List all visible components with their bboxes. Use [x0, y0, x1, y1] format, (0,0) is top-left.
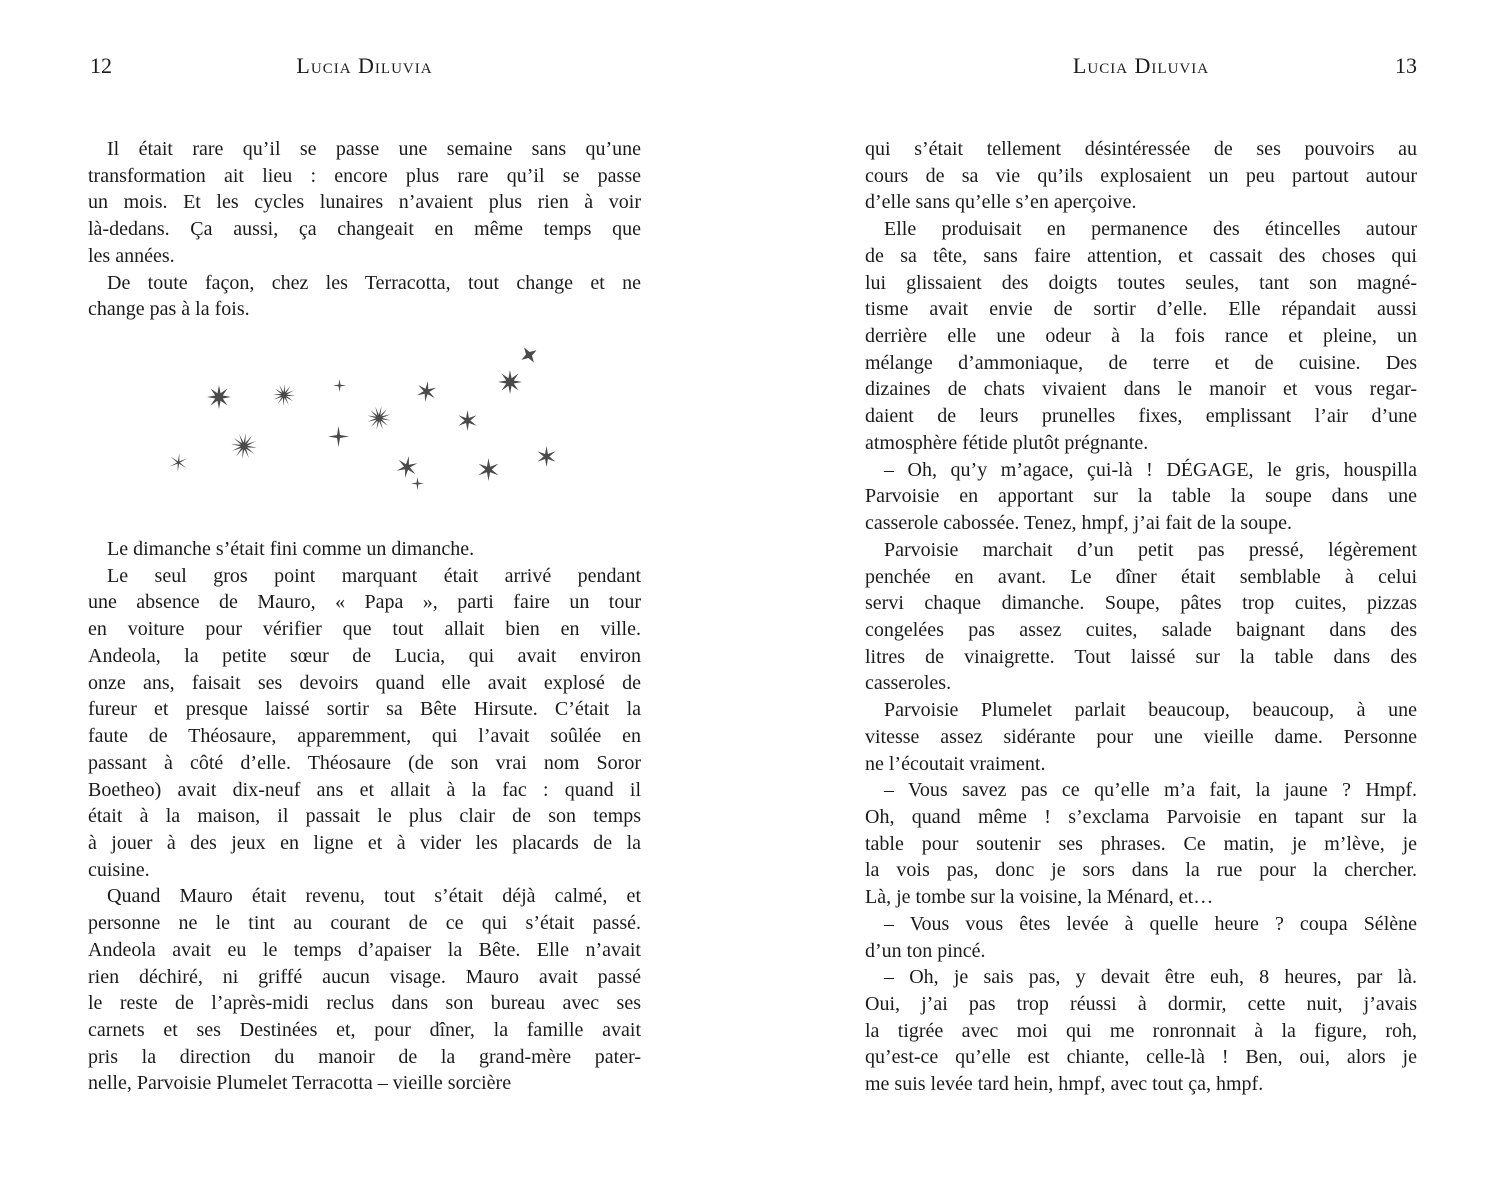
text-line: Il était rare qu’il se passe une semaine sans qu’une [107, 138, 641, 160]
cross4-star-icon [520, 346, 538, 364]
paragraph [88, 536, 641, 563]
running-header: Lucia Diluvia [1072, 53, 1210, 78]
running-header: Lucia Diluvia [296, 53, 433, 78]
text-line: – Oh, je sais pas, y devait être euh, 8 heures, par là. [884, 966, 1417, 989]
sparkle4-star-icon [333, 379, 346, 392]
text-line: Parvoisie en apportant sur la table la soupe dans une [865, 485, 1417, 508]
text-line: vitesse assez sidérante pour une vieille dame. Personne [865, 725, 1417, 748]
page-right-header [865, 53, 1417, 81]
text-line: Elle produisait en permanence des étincelles autour [884, 218, 1417, 241]
text-line: d’elle sans qu’elle s’en aperçoive. [865, 191, 1137, 214]
text-line: derrière elle une odeur à la fois rance et pleine, un [865, 325, 1417, 348]
paragraph [865, 216, 1417, 456]
text-line: tisme avait envie de sortir d’elle. Elle répandait aussi [865, 298, 1417, 321]
paragraph [865, 777, 1417, 911]
text-line: qui s’était tellement désintéressée de ses pouvoirs au [865, 138, 1417, 160]
sparkle4-star-icon [328, 426, 349, 447]
star8-star-icon [498, 370, 522, 394]
star6-star-icon [396, 456, 418, 478]
sparkle4-star-icon [411, 477, 424, 490]
text-line: table pour soutenir ses phrases. Ce matin, je m’lève, je [865, 832, 1417, 855]
text-line: cuisine. [88, 858, 150, 881]
text-line: casserole cabossée. Tenez, hmpf, j’ai fait de la soupe. [865, 512, 1292, 535]
page-number: 12 [90, 53, 112, 78]
text-line: passant à côté d’elle. Théosaure (de son vrai nom Soror [88, 751, 641, 774]
star8-star-icon [207, 385, 231, 409]
text-line: Parvoisie marchait d’un petit pas pressé, légèrement [884, 538, 1417, 561]
text-line: les années. [88, 244, 175, 267]
text-line: De toute façon, chez les Terracotta, tout change et ne [107, 271, 641, 294]
text-line: à jouer à des jeux en ligne et à vider les placards de la [88, 831, 641, 854]
text-line: fureur et presque laissé sortir sa Bête Hirsute. C’était la [88, 698, 641, 721]
text-line: atmosphère fétide plutôt prégnante. [865, 431, 1149, 454]
star6-star-icon [457, 410, 478, 431]
text-line: d’un ton pincé. [865, 939, 986, 962]
paragraph [865, 136, 1417, 216]
paragraph [88, 883, 641, 1097]
text-line: casseroles. [865, 672, 952, 695]
text-line: de sa tête, sans faire attention, et cassait des choses qui [865, 244, 1417, 267]
text-line: la tigrée avec moi qui me ronronnait à la figure, roh, [865, 1019, 1417, 1042]
text-line: la vois pas, donc je sors dans la rue pour la chercher. [865, 859, 1417, 882]
text-line: Là, je tombe sur la voisine, la Ménard, et… [865, 886, 1214, 909]
text-line: qu’est-ce qu’elle est chiante, celle-là ! Ben, oui, alors je [865, 1046, 1417, 1069]
text-line: daient de leurs prunelles fixes, emplissant l’air d’une [865, 405, 1417, 428]
text-line: onze ans, faisait ses devoirs quand elle avait explosé de [88, 671, 641, 694]
star6-star-icon [536, 446, 557, 467]
text-line: là-dedans. Ça aussi, ça changeait en même temps que [88, 218, 641, 241]
text-line: Boetheo) avait dix-neuf ans et allait à la fac : quand il [88, 778, 641, 801]
text-line: était à la maison, il passait le plus clair de son temps [88, 805, 641, 828]
page-right [865, 0, 1417, 1200]
text-line: rien déchiré, ni griffé aucun visage. Mauro avait passé [88, 965, 641, 988]
paragraph [865, 537, 1417, 697]
text-line: le reste de l’après-midi reclus dans son bureau avec ses [88, 992, 641, 1015]
page-number: 13 [1395, 53, 1417, 78]
text-line: un mois. Et les cycles lunaires n’avaient plus rien à voir [88, 191, 641, 214]
text-line: – Vous vous êtes levée à quelle heure ? coupa Sélène [884, 912, 1417, 935]
text-line: faute de Théosaure, apparemment, qui l’avait soûlée en [88, 725, 641, 748]
text-line: Oh, quand même ! s’exclama Parvoisie en tapant sur la [865, 805, 1417, 828]
text-line: Oui, j’ai pas trop réussi à dormir, cette nuit, j’avais [865, 993, 1417, 1015]
burst12-star-icon [367, 406, 391, 430]
text-line: Le dimanche s’était fini comme un dimanche. [107, 538, 475, 561]
paragraph [865, 697, 1417, 777]
text-line: congelées pas assez cuites, salade baignant dans des [865, 618, 1417, 641]
text-line: Quand Mauro était revenu, tout s’était déjà calmé, et [107, 885, 641, 908]
paragraph [865, 457, 1417, 537]
text-line: pris la direction du manoir de la grand-mère pater- [88, 1045, 641, 1068]
text-line: en voiture pour vérifier que tout allait bien en ville. [88, 618, 641, 641]
text-line: transformation ait lieu : encore plus rare qu’il se passe [88, 164, 641, 187]
burst12-star-icon [231, 433, 257, 459]
star6-star-icon [477, 458, 500, 481]
text-line: carnets et ses Destinées et, pour dîner, la famille avait [88, 1018, 641, 1041]
burst12-star-icon [273, 384, 295, 406]
paragraph [88, 563, 641, 884]
paragraph [88, 136, 641, 270]
stars-decoration [88, 323, 641, 536]
text-line: ne l’écoutait vraiment. [865, 752, 1046, 775]
text-line: penchée en avant. Le dîner était semblable à celui [865, 565, 1417, 588]
page-left-body [88, 136, 641, 1097]
paragraph [865, 911, 1417, 964]
text-line: cours de sa vie qu’ils explosaient un peu partout autour [865, 164, 1417, 187]
text-line: lui glissaient des doigts toutes seules, tant son magné- [865, 271, 1417, 294]
paragraph [865, 964, 1417, 1098]
page-left [88, 0, 641, 1200]
page-right-body [865, 136, 1417, 1098]
page-left-header [88, 53, 641, 81]
text-line: me suis levée tard hein, hmpf, avec tout ça, hmpf. [865, 1073, 1264, 1096]
star6-star-icon [416, 381, 437, 402]
text-line: change pas à la fois. [88, 298, 250, 321]
text-line: une absence de Mauro, « Papa », parti faire un tour [88, 591, 641, 614]
text-line: nelle, Parvoisie Plumelet Terracotta – vieille sorcière [88, 1072, 512, 1095]
text-line: Andeola avait eu le temps d’apaiser la Bête. Elle n’avait [88, 938, 641, 961]
text-line: mélange d’ammoniaque, de terre et de cuisine. Des [865, 351, 1417, 374]
text-line: Parvoisie Plumelet parlait beaucoup, beaucoup, à une [884, 699, 1417, 722]
paragraph [88, 270, 641, 323]
star6thin-star-icon [169, 453, 188, 472]
text-line: personne ne le tint au courant de ce qui s’était passé. [88, 912, 641, 935]
text-line: dizaines de chats vivaient dans le manoir et vous regar- [865, 378, 1417, 401]
text-line: litres de vinaigrette. Tout laissé sur la table dans des [865, 645, 1417, 668]
text-line: – Vous savez pas ce qu’elle m’a fait, la jaune ? Hmpf. [884, 779, 1417, 802]
text-line: Andeola, la petite sœur de Lucia, qui avait environ [88, 644, 641, 667]
text-line: – Oh, qu’y m’agace, çui-là ! DÉGAGE, le gris, houspilla [884, 458, 1417, 481]
text-line: Le seul gros point marquant était arrivé pendant [107, 564, 641, 587]
text-line: servi chaque dimanche. Soupe, pâtes trop cuites, pizzas [865, 592, 1417, 615]
